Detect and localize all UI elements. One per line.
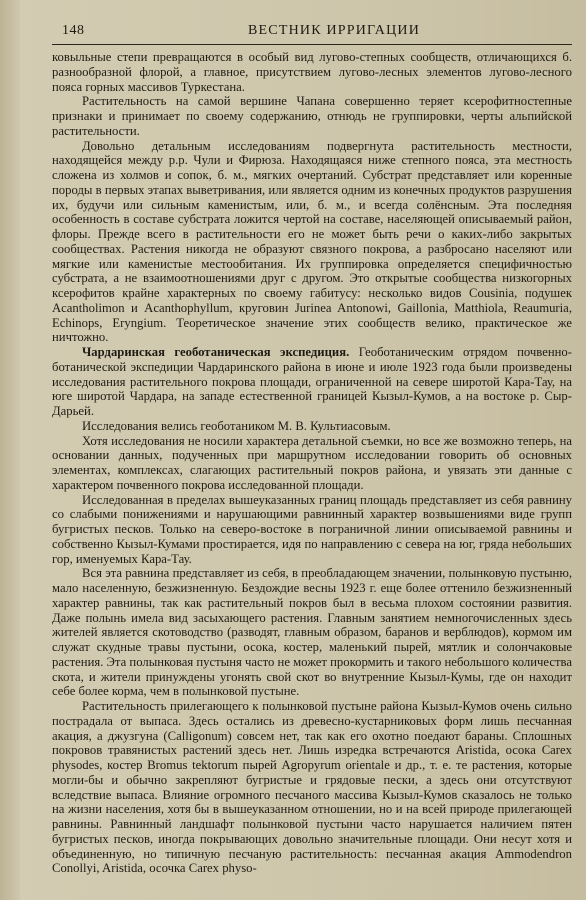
paragraph-text: ковыльные степи превращаются в особый вид лугово-степных сообществ, отличающихся б. разнообразной флорой, а главное, присутствием лугово-лесных элементов лугово-лесного пояса горных массивов Туркестана. <box>52 50 572 94</box>
paragraph <box>52 434 572 493</box>
paragraph <box>52 345 572 419</box>
running-header <box>52 22 572 45</box>
paragraph-text: Исследования велись геоботаником М. В. Культиасовым. <box>82 418 391 433</box>
paragraph-text: Вся эта равнина представляет из себя, в преобладающем значении, полынковую пустыню, мало населенную, безжизненную. Бездождие весны 1923 г. еще более оттенило безжизненный характер равнины, так как растительный покров был в весьма плохом состоянии развития. Даже полынь имела вид засыхающего растения. Главным занятием немногочисленных здесь жителей является скотоводство (разводят, главным образом, баранов и верблюдов), кормом им служат скудные травы пустыни, осока, костер, маленький пырей, мятлик и солончаковые растения. Эта полынковая пустыня часто не может прокормить и такого небольшого количества скота, и жители принуждены угонять свой скот во внутренние Кызыл-Кумы, где он находит себе более корма, чем в полынковой пустыне. <box>52 566 572 699</box>
paragraph-text: Исследованная в пределах вышеуказанных границ площадь представляет из себя равнину со слабыми понижениями и нарушающими равнинный характер возвышениями виде групп бугристых песков. Только на северо-востоке в пограничной линии описываемой равнины и собственно Кызыл-Кумами простирается, идя по направлению с севера на юг, гряда небольших гор, именуемых Кара-Тау. <box>52 492 572 566</box>
binding-shadow <box>0 0 20 900</box>
paragraph <box>52 699 572 876</box>
paragraph-text: Растительность на самой вершине Чапана совершенно теряет ксерофитностепные признаки и принимает по своему содержанию, отнюдь не группировки, черты альпийской растительности. <box>52 94 572 138</box>
paragraph <box>52 139 572 346</box>
paragraph <box>52 94 572 138</box>
section-heading: Чардаринская геоботаническая экспедиция. <box>82 345 350 359</box>
paragraph-text: Довольно детальным исследованиям подвергнута растительность местности, находящейся между р.р. Чули и Фирюза. Находящаяся ниже степного пояса, эта местность сложена из холмов и сопок, б. м., мягких очертаний. Субстрат представляет или коренные породы в первых этапах выветривания, или является одним из конечных продуктов разрушения их, будучи или сильным каменистым, или, б. м., и всегда солёнсным. Эта последняя особенность в составе субстрата ложится чертой на составе, населяющей описываемый район, флоры. Прежде всего в растительности его не может быть речи о каких-либо закрытых сообществах. Растения никогда не образуют связного покрова, а разбросано населяют или мягкие или каменистые местообитания. Их группировка определяется специфичностью субстрата, а не взаимоотношениями друг с другом. Это открытые сообщества низкогорных ксерофитов крайне характерных по своему габитусу: несколько видов Cousinia, подушек Acantholimon и Acanthophyllum, круговин Jurinea Antonowi, Gaillonia, Matthiola, Reaumuria, Echinops, Eryngium. Теоретическое значение этих сообществ велико, практическое же ничтожно. <box>52 138 572 345</box>
paragraph-text: Хотя исследования не носили характера детальной съемки, но все же возможно теперь, на основании данных, подученных при маршрутном исследовании говорить об основных элементах, комплексах, слагающих растительный покров района, и увязать эти данные с характером почвенного покрова исследованной площади. <box>52 433 572 492</box>
paragraph <box>52 493 572 567</box>
paragraph-text: Растительность прилегающего к полынковой пустыне района Кызыл-Кумов очень сильно пострадала от выпаса. Здесь остались из древесно-кустарниковых форм лишь песчанная акация, а джузгуна (Calligonum) совсем нет, так как его охотно поедают бараны. Сплошных покровов травянистых растений здесь нет. Лишь изредка встречаются Aristida, осока Carex physodes, костер Bromus tektorum пырей Agropyrum orientale и др., т. е. те растения, которые могли-бы и обычно закрепляют бугристые и грядовые пески, а здесь они отсутствуют вследствие выпаса. Влияние огромного песчаного массива Кызыл-Кумов сказалось не только на жизни населения, хотя бы в вышеуказанном отношении, но и на всей природе прилегающей равнины. Равнинный ландшафт полынковой пустыни часто нарушается наличием пятен бугристых песков, иногда покрывающих довольно значительные площади. Они несут хотя и объединенную, но типичную песчаную растительность: песчанная акация Ammodendron Conollyi, Aristida, осочка Carex physo- <box>52 699 572 876</box>
paragraph <box>52 50 572 94</box>
body-text <box>52 50 572 876</box>
paragraph <box>52 419 572 434</box>
page-number: 148 <box>62 23 85 38</box>
paragraph-text: Геоботаническим отрядом почвенно-ботанической экспедиции Чардаринского района в июне и июле 1923 года были произведены исследования растительного покрова площади, ограниченной на севере широтой Кара-Тау, на юге широтой Чардара, на западе естественной границей Кызыл-Кумов, а на востоке р. Сыр-Дарьей. <box>52 345 572 418</box>
journal-title: ВЕСТНИК ИРРИГАЦИИ <box>248 23 421 38</box>
paragraph <box>52 566 572 699</box>
